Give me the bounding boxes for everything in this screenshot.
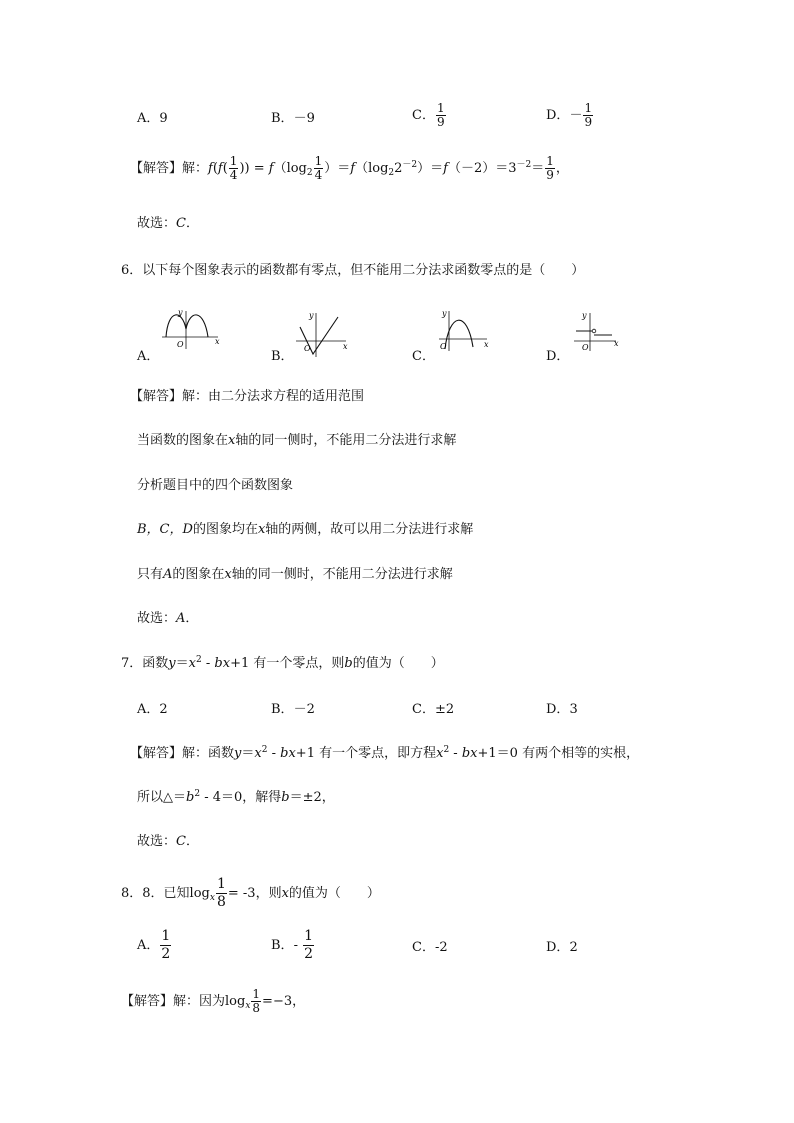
option-letter: C． [412,108,435,123]
q5-choice [137,216,199,232]
math-x: x [257,522,266,537]
q6-option-a [137,349,159,365]
numerator: 1 [436,101,445,115]
math-f: f [217,161,223,176]
q6-answer-line3 [137,522,473,538]
answer-text: 轴的两侧，故可以用二分法进行求解 [265,522,474,537]
math-log: log [225,994,246,1009]
option-value: 3 [569,702,578,717]
axis-x-label: x [215,337,220,346]
answer-text: 分析题目中的四个函数图象 [137,478,294,493]
graph-b-svg [294,309,352,359]
numerator: 1 [546,154,554,168]
exponent: －2 [402,160,418,170]
math-text: ＝ [175,656,189,671]
denominator: 8 [216,894,226,910]
option-letter: C． [412,349,435,364]
q6-answer-line2 [137,478,293,494]
option-fraction [436,102,446,129]
choice-label: 故选： [137,834,177,849]
math-fraction [545,155,555,182]
q7-answer-line2 [137,790,335,806]
math-b: b [186,790,195,805]
choice-end: ． [185,216,199,231]
denominator: 2 [304,946,314,962]
option-sign: － [569,108,583,123]
math-text: （log [355,161,389,176]
question-stem: ，则 [255,886,282,901]
option-letter: D． [546,349,570,364]
question-stem: 的值为（ ） [352,656,444,671]
math-x: x [254,746,262,761]
graph-d [572,309,624,353]
q7-option-a [137,702,168,718]
math-letter: A [163,567,173,582]
math-y: y [168,656,176,671]
math-log: log [189,886,210,901]
graph-a-svg [160,307,224,351]
denominator: 4 [229,168,238,182]
math-f: f [268,161,274,176]
numerator: 1 [314,154,323,168]
axis-y-label: y [582,311,587,320]
q6-choice [137,611,198,627]
denominator: 9 [546,168,554,182]
option-value: 2 [159,702,168,717]
option-letter: C． [412,940,435,955]
q8-answer [121,988,305,1015]
math-text: = -3 [227,886,256,901]
q7-choice [137,834,199,850]
choice-label: 故选： [137,216,177,231]
answer-text: 的图象均在 [192,522,258,537]
graph-a [160,307,224,351]
math-text: - [449,746,462,761]
exponent: 2 [443,745,450,755]
denominator: 8 [252,1001,261,1015]
math-y: y [234,746,242,761]
answer-text: - 4＝0，解得 [200,790,282,805]
log-base: 2 [388,168,395,178]
q5-answer: 【解答】解：f(f( $\frac{1}{4}$ )) = $f(\log_2$ $\frac{1}{4}$ ）$=f(\log_22^{-2})=f(-2)=3^{-2}=$ $\frac{1}{9}$ ， [130,154,569,182]
math-text: )) = [239,161,269,176]
option-sign: - [293,938,303,953]
math-text: +1 有一个零点，即方程 [295,746,437,761]
q5-option-d [546,102,594,129]
q6-answer-line1 [137,433,456,449]
q8-option-b [271,928,315,963]
option-fraction [160,928,171,963]
denominator: 2 [161,946,171,962]
math-fraction [229,155,239,182]
choice-letter: C [176,834,186,849]
option-value: －9 [293,111,315,126]
numerator: 1 [216,876,226,892]
exponent: 2 [194,789,201,799]
math-b: b [281,790,290,805]
graph-d-svg [572,309,624,353]
graph-c [437,307,493,353]
axis-y-label: y [442,309,447,318]
math-bx: bx [280,746,296,761]
answer-text: 的图象在 [172,567,225,582]
origin-label: O [304,344,311,353]
q7-option-d [546,702,578,718]
math-text: ）＝ [324,161,351,176]
origin-label: O [440,342,447,351]
math-text: （－2）＝3 [447,161,517,176]
math-fraction [251,988,261,1015]
log-base: x [245,1001,251,1011]
option-letter: B． [271,702,294,717]
option-fraction [303,928,314,963]
denominator: 4 [314,168,323,182]
numerator: 1 [304,928,314,944]
math-bx: bx [461,746,478,761]
q6-option-b [271,349,294,365]
exponent: －2 [516,160,532,170]
option-value: ±2 [434,702,455,717]
denominator: 9 [436,115,445,129]
option-letter: A． [137,111,160,126]
answer-text: 所以△＝ [137,790,186,805]
q6-answer-tag [130,389,364,405]
log-base: 2 [306,168,313,178]
option-letter: B． [271,349,294,364]
q7-stem [121,656,444,672]
choice-end: ． [185,611,199,626]
q7-option-b [271,702,315,718]
option-value: 9 [159,111,168,126]
answer-text: 只有 [137,567,164,582]
math-fraction [216,876,227,911]
choice-letter: A [176,611,186,626]
option-letter: B． [271,938,294,953]
answer-tag: 【解答】解：因为 [121,994,226,1009]
option-value: -2 [434,940,448,955]
option-value: －2 [293,702,315,717]
q8-option-a [137,928,172,963]
answer-text: 轴的同一侧时，不能用二分法进行求解 [231,567,453,582]
q5-option-a [137,111,168,127]
q6-answer-line4 [137,567,453,583]
answer-text: 当函数的图象在 [137,433,229,448]
q8-stem [121,876,380,911]
option-fraction [583,102,593,129]
math-x: x [224,567,232,582]
numerator: 1 [584,101,593,115]
math-text: +1＝0 有两个相等的实根， [477,746,640,761]
origin-label: O [177,340,184,349]
choice-end: ． [185,834,199,849]
math-text: - [201,656,215,671]
math-text: ， [292,994,306,1009]
math-bx: bx [214,656,231,671]
option-letter: B． [271,111,294,126]
question-stem: 8．8．已知 [121,886,190,901]
q8-option-c [412,940,448,956]
math-x: x [228,433,236,448]
axis-x-label: x [484,340,489,349]
q6-stem [121,263,584,279]
answer-tag: 【解答】解： [130,161,209,176]
option-letter: D． [546,940,570,955]
origin-label: O [582,343,589,352]
numerator: 1 [252,987,261,1001]
math-fraction [314,155,324,182]
axis-x-label: x [614,339,619,348]
math-text: +1 有一个零点，则 [230,656,345,671]
math-letters: B，C，D [137,522,193,537]
exponent: 2 [196,655,202,665]
math-text: （log [273,161,307,176]
question-stem: 6．以下每个图象表示的函数都有零点，但不能用二分法求函数零点的是（ ） [121,263,585,278]
math-f: f [350,161,356,176]
q7-answer-line1 [130,746,639,762]
choice-label: 故选： [137,611,177,626]
math-text: 2 [394,161,403,176]
option-value: 2 [569,940,578,955]
q6-option-c [412,349,435,365]
math-text: ， [555,161,569,176]
math-b: b [344,656,353,671]
answer-text: ＝±2， [289,790,335,805]
choice-letter: C [176,216,186,231]
q6-option-d [546,349,569,365]
option-letter: D． [546,702,570,717]
answer-tag: 【解答】解：函数 [130,746,235,761]
axis-x-label: x [343,342,348,351]
option-letter: A． [137,938,160,953]
math-x: x [436,746,444,761]
exponent: 2 [261,745,268,755]
numerator: 1 [229,154,238,168]
numerator: 1 [161,928,171,944]
math-x: x [281,886,289,901]
math-text: - [267,746,281,761]
option-letter: A． [137,702,160,717]
graph-b [294,309,352,359]
question-stem: 7．函数 [121,656,169,671]
math-x: x [188,656,196,671]
graph-c-svg [437,307,493,353]
q5-option-c [412,102,447,129]
math-f: f [208,161,213,176]
math-text: ）＝ [417,161,444,176]
q5-option-b [271,111,315,127]
answer-text: 【解答】解：由二分法求方程的适用范围 [130,389,365,404]
math-text: ＝ [241,746,255,761]
question-stem: 的值为（ ） [288,886,380,901]
q7-option-c [412,702,454,718]
option-letter: D． [546,108,570,123]
axis-y-label: y [309,311,314,320]
math-text: ( [212,161,218,176]
axis-y-label: y [178,308,183,317]
option-letter: C． [412,702,435,717]
denominator: 9 [584,115,593,129]
answer-text: 轴的同一侧时，不能用二分法进行求解 [235,433,457,448]
q8-option-d [546,940,578,956]
option-letter: A． [137,349,160,364]
math-text: =−3 [262,994,293,1009]
math-text: ＝ [531,161,545,176]
math-f: f [443,161,448,176]
log-base: x [209,893,215,903]
